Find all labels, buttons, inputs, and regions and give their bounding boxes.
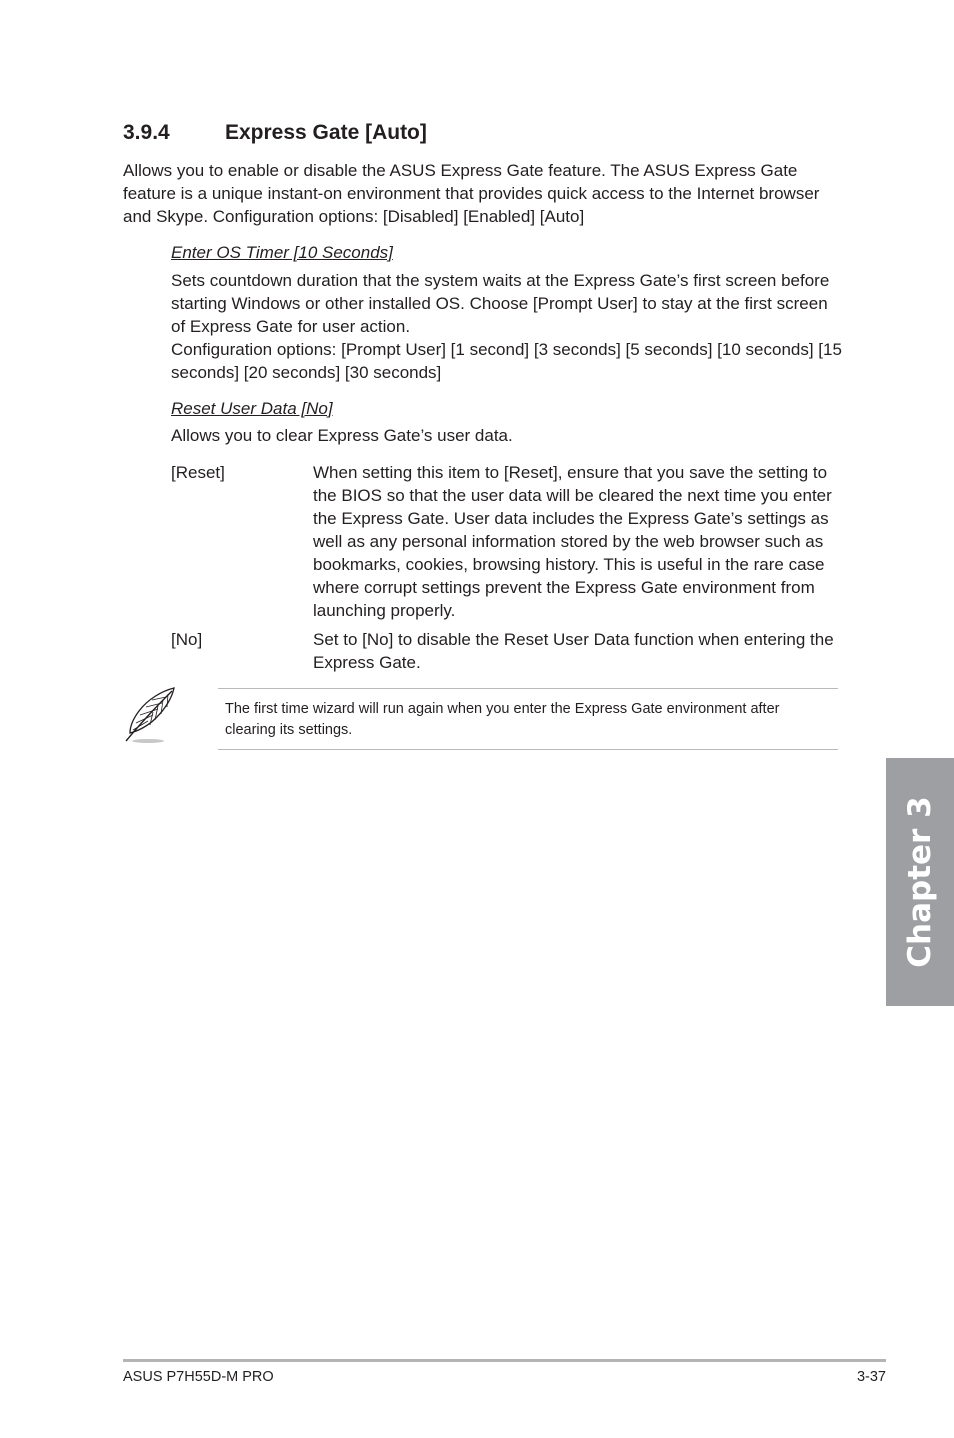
enter-os-timer-heading: Enter OS Timer [10 Seconds] [171,243,393,262]
footer-page-number: 3-37 [856,1369,886,1385]
footer-divider [123,1359,886,1362]
note-box [218,688,838,750]
option-key-reset: [Reset] [171,463,225,482]
enter-os-timer-description: Sets countdown duration that the system waits at the Express Gate’s first screen before starting Windows or other installed OS. Choose [Prompt User] to stay at the first screen of Express Gate for user action. [171,271,830,336]
section-number: 3.9.4 [123,121,170,144]
option-description-no: Set to [No] to disable the Reset User Data function when entering the Express Gate. [313,630,834,672]
note-text: The first time wizard will run again when you enter the Express Gate environment after clearing its settings. [225,701,780,738]
footer-model-name: ASUS P7H55D-M PRO [123,1369,274,1385]
chapter-side-tab [886,758,954,1006]
enter-os-timer-options: Configuration options: [Prompt User] [1 second] [3 seconds] [5 seconds] [10 seconds] [15 seconds] [20 seconds] [30 seconds] [171,340,842,382]
option-description-reset: When setting this item to [Reset], ensure that you save the setting to the BIOS so that the user data will be cleared the next time you enter the Express Gate. User data includes the Express Gate’s settings as well as any personal information stored by the web browser such as bookmarks, cookies, browsing history. This is useful in the rare case where corrupt settings prevent the Express Gate environment from launching properly. [313,463,832,620]
reset-user-data-description: Allows you to clear Express Gate’s user data. [171,426,513,445]
reset-user-data-heading: Reset User Data [No] [171,399,333,418]
section-intro: Allows you to enable or disable the ASUS Express Gate feature. The ASUS Express Gate feature is a unique instant-on environment that provides quick access to the Internet browser and Skype. Configuration options: [Disabled] [Enabled] [Auto] [123,161,820,226]
section-title: Express Gate [Auto] [225,121,427,144]
feather-quill-icon [122,685,180,745]
option-key-no: [No] [171,630,203,649]
chapter-tab-label: Chapter 3 [902,796,938,968]
section-heading [123,119,427,147]
